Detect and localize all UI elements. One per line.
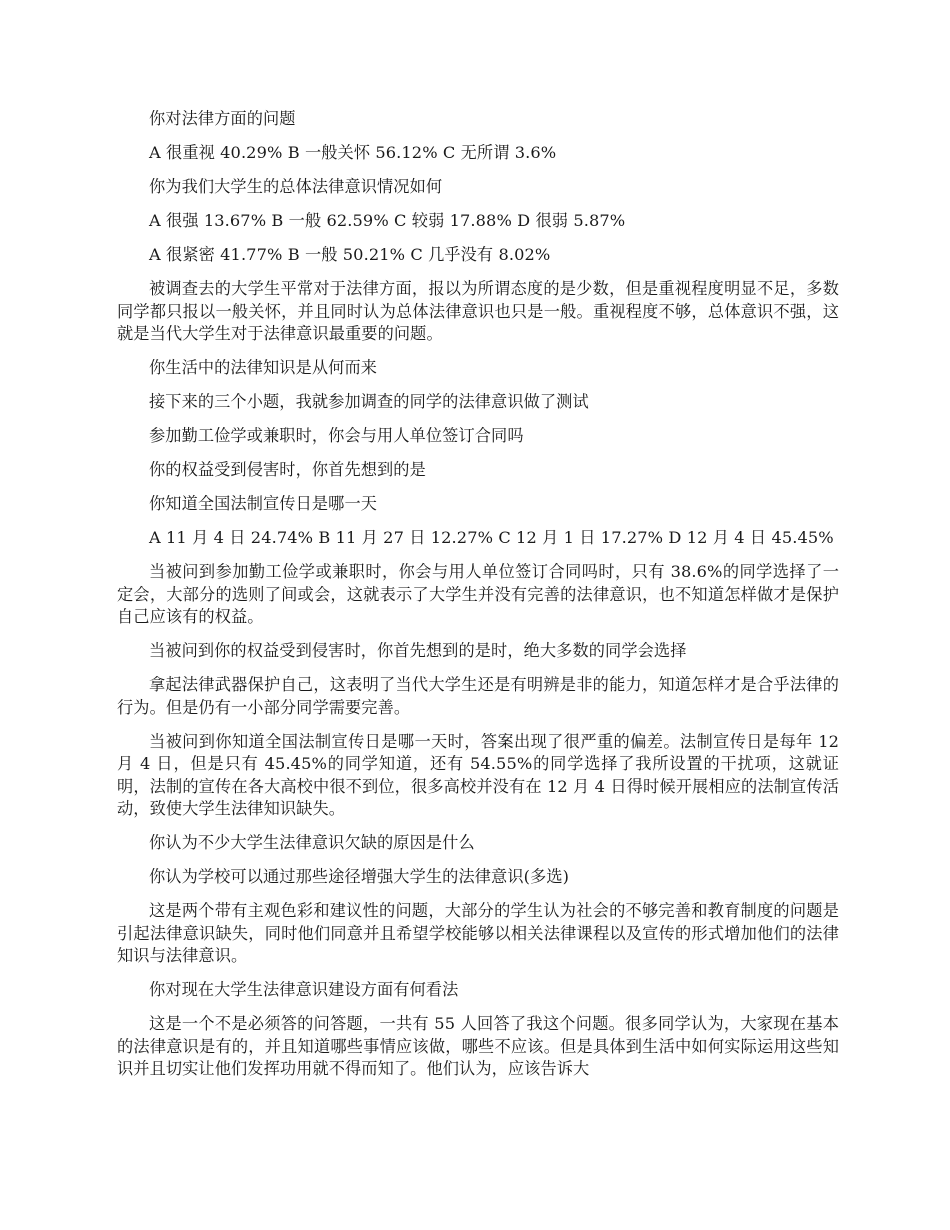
- analysis-rights-intro: 当被问到你的权益受到侵害时，你首先想到的是时，绝大多数的同学会选择: [149, 641, 687, 660]
- analysis-attitude: 被调查去的大学生平常对于法律方面，报以为所谓态度的是少数，但是重视程度明显不足，多数同学都只报以一般关怀，并且同时认为总体法律意识也只是一般。重视程度不够，总体意识不强，这就是当代大学生对于法律意识最重要的问题。: [117, 279, 839, 343]
- analysis-views: 这是一个不是必须答的问答题，一共有 55 人回答了我这个问题。很多同学认为，大家现在基本的法律意识是有的，并且知道哪些事情应该做，哪些不应该。但是具体到生活中如何实际运用这些知识并且切实让他们发挥功用就不得而知了。他们认为，应该告诉大: [117, 1014, 839, 1078]
- document-body: [117, 108, 839, 1092]
- analysis-legal-day: 当被问到你知道全国法制宣传日是哪一天时，答案出现了很严重的偏差。法制宣传日是每年 12 月 4 日，但是只有 45.45%的同学知道，还有 54.55%的同学选择了我所设置的干扰项，这就证明，法制的宣传在各大高校中很不到位，很多高校并没有在 12 月 4 日得时候开展相应的法制宣传活动，致使大学生法律知识缺失。: [117, 731, 839, 818]
- answer-legal-day: A 11 月 4 日 24.74% B 11 月 27 日 12.27% C 12 月 1 日 17.27% D 12 月 4 日 45.45%: [149, 528, 834, 547]
- question-knowledge-source: 你生活中的法律知识是从何而来: [149, 358, 378, 377]
- question-views: 你对现在大学生法律意识建设方面有何看法: [149, 980, 459, 999]
- intro-three-questions: 接下来的三个小题，我就参加调查的同学的法律意识做了测试: [149, 392, 589, 411]
- question-rights-infringed: 你的权益受到侵害时，你首先想到的是: [149, 460, 426, 479]
- question-school-approaches: 你认为学校可以通过那些途径增强大学生的法律意识(多选): [149, 867, 570, 886]
- question-overall-awareness: 你为我们大学生的总体法律意识情况如何: [149, 177, 443, 196]
- question-legal-day: 你知道全国法制宣传日是哪一天: [149, 494, 378, 513]
- question-lack-reasons: 你认为不少大学生法律意识欠缺的原因是什么: [149, 833, 475, 852]
- answer-overall-awareness: A 很强 13.67% B 一般 62.59% C 较弱 17.88% D 很弱 5.87%: [149, 211, 626, 230]
- question-legal-attitude: 你对法律方面的问题: [149, 109, 296, 128]
- answer-closeness: A 很紧密 41.77% B 一般 50.21% C 几乎没有 8.02%: [149, 245, 551, 264]
- answer-legal-attitude: A 很重视 40.29% B 一般关怀 56.12% C 无所谓 3.6%: [149, 143, 557, 162]
- question-contract: 参加勤工俭学或兼职时，你会与用人单位签订合同吗: [149, 426, 524, 445]
- analysis-contract: 当被问到参加勤工俭学或兼职时，你会与用人单位签订合同吗时，只有 38.6%的同学选择了一定会，大部分的选则了间或会，这就表示了大学生并没有完善的法律意识，也不知道怎样做才是保护自己应该有的权益。: [117, 562, 839, 626]
- analysis-rights: 拿起法律武器保护自己，这表明了当代大学生还是有明辨是非的能力，知道怎样才是合乎法律的行为。但是仍有一小部分同学需要完善。: [117, 675, 839, 717]
- analysis-subjective: 这是两个带有主观色彩和建议性的问题，大部分的学生认为社会的不够完善和教育制度的问题是引起法律意识缺失，同时他们同意并且希望学校能够以相关法律课程以及宣传的形式增加他们的法律知识与法律意识。: [117, 901, 839, 965]
